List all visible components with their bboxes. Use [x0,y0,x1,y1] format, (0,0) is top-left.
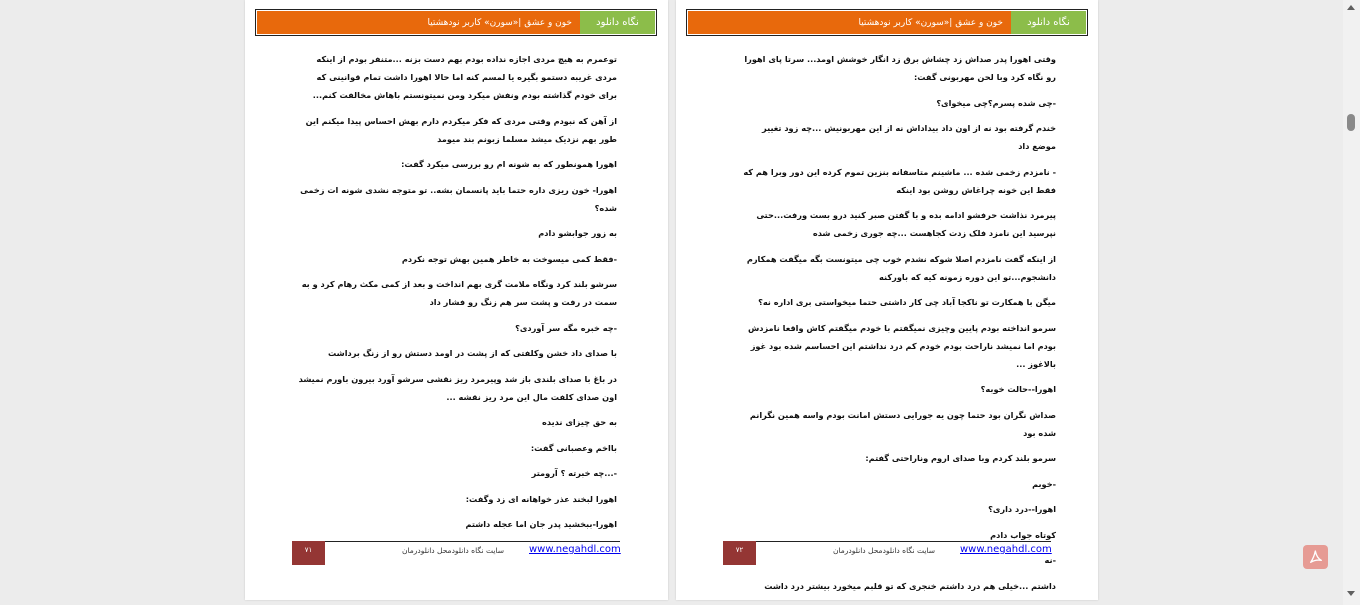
paragraph: با صدای داد خشن وکلفتی که از پشت در اومد دستش رو از زنگ برداشت [327,348,617,358]
vertical-scrollbar[interactable] [1343,0,1360,605]
paragraph: به زور جوابشو دادم [538,228,617,238]
page-footer [723,541,1051,565]
footer-website-link[interactable]: www.negahdl.com [960,544,1052,555]
paragraph: داشتم ...خیلی هم درد داشتم خنجری که تو قلبم میخورد بیشتر درد داشت [764,580,1056,591]
page-body-text [297,50,617,541]
scrollbar-thumb[interactable] [1347,114,1355,131]
paragraph: -نه [1044,555,1056,565]
paragraph: اهورا--درد داری؟ [988,504,1056,514]
acrobat-pdf-icon [1308,549,1324,565]
footer-rule [292,541,620,542]
footer-rule [723,541,1051,542]
page-number: ۷۱ [292,541,325,565]
page-footer [292,541,620,565]
pdf-page-72 [676,0,1098,600]
paragraph: خندم گرفته بود نه از اون داد بیداداش نه از این مهربونیش ...چه زود تغییر موضع داد [762,123,1056,151]
paragraph: -چه خبره مگه سر آوردی؟ [515,322,617,333]
paragraph: -فقط کمی میسوخت به خاطر همین بهش توجه نکردم [401,253,617,264]
header-book-title: خون و عشق |«سورن» کاربر نودهشتیا [257,11,580,34]
header-book-title: خون و عشق |«سورن» کاربر نودهشتیا [688,11,1011,34]
paragraph: اهورا--حالت خوبه؟ [980,384,1056,394]
paragraph: اهورا همونطور که به شونه ام رو بررسی میکرد گفت: [401,159,617,169]
paragraph: از اینکه گفت نامزدم اصلا شوکه نشدم خوب چی میتونست بگه میگفت همکارم دانشجوم...تو این دوره زمونه کیه که باورکنه [746,253,1056,282]
footer-website-link[interactable]: www.negahdl.com [529,544,621,555]
paragraph: سرمو انداخته بودم پایین وچیزی نمیگفتم با خودم میگفتم کاش واقعا نامزدش بودم اما نمیشد ناراحت بودم خودم کم درد نداشتم این احساسم شده بود غوز بالاغوز ... [747,322,1056,369]
scroll-down-arrow-icon[interactable] [1347,591,1355,596]
paragraph: پیرمرد نذاشت حرفشو ادامه بده و با گفتن صبر کنید درو بست ورفت...حتی نپرسید این نامزد فلک زدت کجاهست ...چه جوری زخمی شده [756,210,1056,238]
header-site-label: نگاه دانلود [580,11,655,34]
page-body-text [736,50,1056,602]
paragraph: سرشو بلند کرد ونگاه ملامت گری بهم انداخت و بعد از کمی مکث رهام کرد و به سمت در رفت و پشت سر هم زنگ رو فشار داد [301,279,617,307]
paragraph: سرمو بلند کردم وبا صدای اروم وناراحتی گفتم: [865,453,1056,463]
footer-site-text: سایت نگاه دانلودمحل دانلودرمان [833,546,936,555]
scroll-up-arrow-icon[interactable] [1347,5,1355,10]
paragraph: بااخم وعصبانی گفت: [530,442,617,453]
paragraph: به حق چیزای ندیده [542,417,617,427]
pdf-tool-button[interactable] [1303,545,1328,569]
page-header [255,9,657,36]
paragraph: -...چه خبرته ؟ آرومتر [531,468,617,478]
paragraph: اهورا-ببخشید پدر جان اما عجله داشتم [465,519,617,529]
paragraph: -چی شده پسرم؟چی میخوای؟ [936,97,1056,108]
paragraph: وقتی اهورا پدر صداش زد چشاش برق زد انگار خوشش اومد... سرتا پای اهورا رو نگاه کرد وبا لحن مهربونی گفت: [744,54,1056,82]
paragraph: -خوبم [1032,478,1056,489]
pdf-page-71 [245,0,668,600]
header-site-label: نگاه دانلود [1011,11,1086,34]
paragraph: - نامزدم زخمی شده ... ماشینم متاسفانه بنزین تموم کرده این دور وبرا هم که فقط این خونه چراغاش روشن بود اینکه [743,166,1056,195]
paragraph: در باغ با صدای بلندی باز شد وپیرمرد ریز نقشی سرشو آورد بیرون باورم نمیشد اون صدای کلفت مال این مرد ریز نقشه ... [298,373,617,402]
paragraph: میگن با همکارت تو ناکجا آباد چی کار داشتی حتما میخواستی بری اداره نه؟ [758,297,1056,307]
paragraph: اهورا لبخند عذر خواهانه ای زد وگفت: [465,493,617,504]
paragraph: کوتاه جواب دادم [990,529,1056,540]
page-header [686,9,1088,36]
footer-site-text: سایت نگاه دانلودمحل دانلودرمان [402,546,505,555]
paragraph: صداش نگران بود حتما چون یه جورایی دستش امانت بودم واسه همین نگرانم شده بود [749,409,1056,438]
paragraph: از آهن که نبودم وقتی مردی که فکر میکردم دارم بهش احساس پیدا میکنم این طور بهم نزدیک میشد مسلما زبونم بند میومد [305,115,617,144]
paragraph: اهورا- خون ریزی داره حتما باید پانسمان بشه.. تو متوجه نشدی شونه ات زخمی شده؟ [300,184,617,213]
paragraph: توعمرم به هیچ مردی اجازه نداده بودم بهم دست بزنه ...متنفر بودم از اینکه مردی غریبه دستمو بگیره یا لمسم کنه اما حالا اهورا داشت تمام قوانینی که برای خودم گذاشته بودم ونفش میکرد ومن نمیتونستم باهاش مخالفت کنم... [312,54,617,100]
page-number: ۷۲ [723,541,756,565]
